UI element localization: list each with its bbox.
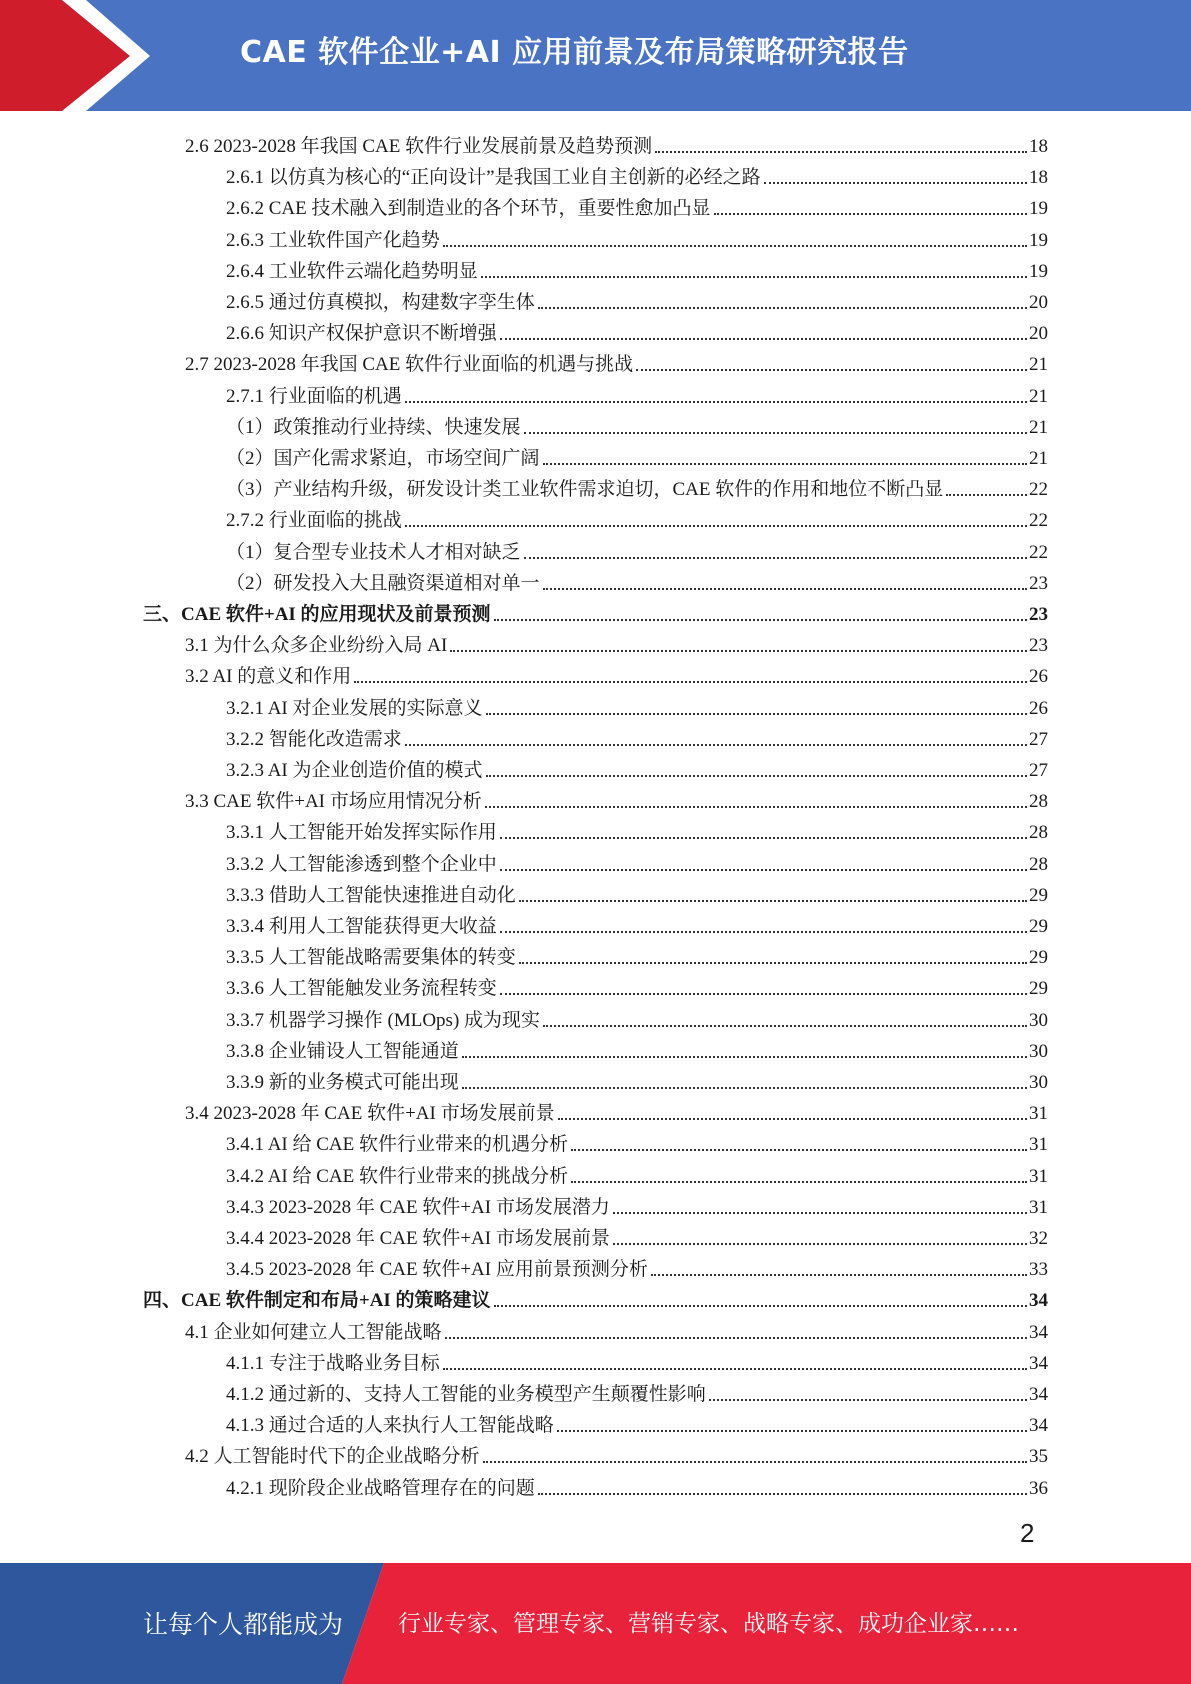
toc-entry-title: （3）产业结构升级，研发设计类工业软件需求迫切，CAE 软件的作用和地位不断凸显 — [226, 479, 944, 501]
toc-entry-page: 32 — [1029, 1228, 1048, 1249]
toc-entry[interactable] — [185, 783, 1048, 814]
toc-entry-title: （2）研发投入大且融资渠道相对单一 — [226, 572, 540, 594]
toc-entry[interactable] — [226, 908, 1048, 939]
toc-dot-leader — [443, 245, 1027, 247]
toc-entry-title: 2.7.2 行业面临的挑战 — [226, 510, 402, 532]
toc-entry-title: 3.3 CAE 软件+AI 市场应用情况分析 — [185, 791, 482, 813]
toc-entry-page: 21 — [1029, 448, 1048, 469]
toc-entry[interactable] — [226, 190, 1048, 221]
toc-entry-page: 22 — [1029, 479, 1048, 501]
toc-entry-page: 23 — [1029, 635, 1048, 657]
toc-entry[interactable] — [226, 1251, 1048, 1282]
toc-dot-leader — [500, 837, 1027, 839]
toc-dot-leader — [494, 1305, 1027, 1307]
toc-entry-page: 20 — [1029, 323, 1048, 345]
footer-slogan-right: 行业专家、管理专家、营销专家、战略专家、成功企业家…… — [398, 1611, 1019, 1637]
toc-dot-leader — [557, 1430, 1027, 1432]
toc-dot-leader — [519, 900, 1027, 902]
toc-dot-leader — [486, 713, 1027, 715]
report-title: CAE 软件企业+AI 应用前景及布局策略研究报告 — [240, 35, 909, 70]
toc-entry-page: 29 — [1029, 947, 1048, 969]
toc-dot-leader — [500, 338, 1027, 340]
toc-dot-leader — [519, 962, 1027, 964]
toc-dot-leader — [485, 806, 1027, 808]
toc-entry[interactable] — [226, 222, 1048, 253]
toc-dot-leader — [571, 1149, 1027, 1151]
toc-entry[interactable] — [226, 284, 1048, 315]
toc-entry-title: 4.2.1 现阶段企业战略管理存在的问题 — [226, 1477, 535, 1499]
toc-dot-leader — [500, 869, 1027, 871]
toc-entry-page: 19 — [1029, 260, 1048, 282]
toc-entry-page: 21 — [1029, 416, 1048, 438]
toc-entry[interactable] — [226, 1126, 1048, 1157]
toc-entry-title: 3.3.1 人工智能开始发挥实际作用 — [226, 822, 497, 844]
page-header — [0, 0, 1191, 111]
toc-dot-leader — [405, 744, 1027, 746]
toc-entry-title: 4.1 企业如何建立人工智能战略 — [185, 1321, 442, 1343]
toc-dot-leader — [405, 401, 1027, 403]
toc-entry-page: 18 — [1029, 167, 1048, 189]
toc-entry-page: 31 — [1029, 1103, 1048, 1125]
toc-entry[interactable] — [143, 1282, 1048, 1313]
toc-entry-title: 3.3.8 企业铺设人工智能通道 — [226, 1040, 459, 1062]
toc-entry-title: 2.6.3 工业软件国产化趋势 — [226, 229, 440, 251]
toc-entry[interactable] — [226, 1189, 1048, 1220]
toc-entry[interactable] — [226, 440, 1048, 471]
toc-entry[interactable] — [226, 378, 1048, 409]
toc-entry-page: 35 — [1029, 1446, 1048, 1468]
toc-entry[interactable] — [185, 1438, 1048, 1469]
toc-entry-title: 3.3.3 借助人工智能快速推进自动化 — [226, 884, 516, 906]
footer-slogan-left: 让每个人都能成为 — [143, 1610, 344, 1639]
toc-entry-page: 22 — [1029, 541, 1048, 563]
toc-entry[interactable] — [226, 970, 1048, 1001]
toc-entry[interactable] — [226, 939, 1048, 970]
toc-entry[interactable] — [226, 409, 1048, 440]
toc-entry[interactable] — [185, 658, 1048, 689]
toc-entry-title: 3.4.1 AI 给 CAE 软件行业带来的机遇分析 — [226, 1134, 569, 1156]
page-footer — [0, 1563, 1191, 1684]
toc-entry[interactable] — [226, 159, 1048, 190]
toc-entry[interactable] — [143, 596, 1048, 627]
toc-entry[interactable] — [226, 1002, 1048, 1033]
toc-entry[interactable] — [226, 1033, 1048, 1064]
toc-entry-page: 28 — [1029, 853, 1048, 875]
toc-entry-page: 26 — [1029, 666, 1048, 688]
toc-entry-title: 3.1 为什么众多企业纷纷入局 AI — [185, 635, 448, 657]
toc-entry-page: 21 — [1029, 385, 1048, 407]
toc-dot-leader — [462, 1087, 1027, 1089]
toc-entry[interactable] — [226, 534, 1048, 565]
toc-entry-page: 22 — [1029, 510, 1048, 532]
toc-dot-leader — [538, 1493, 1027, 1495]
toc-dot-leader — [558, 1118, 1027, 1120]
toc-entry-page: 20 — [1029, 292, 1048, 313]
toc-entry-page: 34 — [1029, 1352, 1048, 1374]
toc-entry-page: 34 — [1029, 1290, 1048, 1312]
toc-entry-title: （1）政策推动行业持续、快速发展 — [226, 416, 521, 438]
toc-dot-leader — [443, 1368, 1027, 1370]
toc-dot-leader — [764, 182, 1027, 184]
toc-dot-leader — [500, 993, 1027, 995]
toc-dot-leader — [613, 1212, 1027, 1214]
toc-entry-page: 30 — [1029, 1040, 1048, 1062]
toc-entry[interactable] — [185, 346, 1048, 377]
toc-entry[interactable] — [226, 814, 1048, 845]
toc-entry-page: 18 — [1029, 136, 1048, 157]
toc-entry-title: 2.7.1 行业面临的机遇 — [226, 385, 402, 407]
toc-entry[interactable] — [185, 627, 1048, 658]
toc-entry[interactable] — [226, 690, 1048, 721]
toc-entry-page: 29 — [1029, 916, 1048, 937]
toc-entry-page: 28 — [1029, 822, 1048, 844]
toc-entry[interactable] — [185, 128, 1048, 159]
toc-dot-leader — [481, 276, 1027, 278]
toc-entry[interactable] — [226, 1220, 1048, 1251]
toc-dot-leader — [946, 494, 1027, 496]
toc-entry[interactable] — [226, 877, 1048, 908]
toc-entry-page: 30 — [1029, 1009, 1048, 1031]
toc-entry-title: 4.2 人工智能时代下的企业战略分析 — [185, 1446, 480, 1468]
toc-dot-leader — [613, 1243, 1027, 1245]
toc-entry-title: 2.6.6 知识产权保护意识不断增强 — [226, 323, 497, 345]
toc-entry-page: 30 — [1029, 1072, 1048, 1093]
toc-entry[interactable] — [226, 253, 1048, 284]
toc-entry-page: 34 — [1029, 1321, 1048, 1343]
toc-entry-page: 19 — [1029, 229, 1048, 251]
toc-entry[interactable] — [226, 565, 1048, 596]
toc-entry-title: 3.2 AI 的意义和作用 — [185, 666, 352, 688]
toc-entry-title: 2.6.1 以仿真为核心的“正向设计”是我国工业自主创新的必经之路 — [226, 167, 761, 189]
toc-entry[interactable] — [226, 1345, 1048, 1376]
toc-entry-title: 3.3.9 新的业务模式可能出现 — [226, 1072, 459, 1093]
toc-entry-title: 3.2.2 智能化改造需求 — [226, 728, 402, 750]
toc-entry-title: 2.7 2023-2028 年我国 CAE 软件行业面临的机遇与挑战 — [185, 354, 634, 376]
toc-entry-title: 三、CAE 软件+AI 的应用现状及前景预测 — [143, 604, 491, 625]
toc-dot-leader — [709, 1399, 1027, 1401]
toc-entry-page: 28 — [1029, 791, 1048, 813]
toc-entry-page: 31 — [1029, 1196, 1048, 1218]
toc-entry[interactable] — [226, 1376, 1048, 1407]
toc-entry-title: 3.4.3 2023-2028 年 CAE 软件+AI 市场发展潜力 — [226, 1196, 610, 1218]
toc-entry-page: 21 — [1029, 354, 1048, 376]
toc-entry-title: 3.2.1 AI 对企业发展的实际意义 — [226, 697, 483, 719]
toc-entry-page: 29 — [1029, 978, 1048, 1000]
toc-dot-leader — [651, 1274, 1027, 1276]
toc-dot-leader — [543, 463, 1027, 465]
toc-entry-page: 23 — [1029, 604, 1048, 625]
toc-entry-page: 34 — [1029, 1384, 1048, 1405]
toc-entry-page: 34 — [1029, 1415, 1048, 1437]
page-number: 2 — [1020, 1518, 1035, 1548]
toc-entry-page: 27 — [1029, 728, 1048, 750]
toc-dot-leader — [486, 775, 1027, 777]
toc-entry-title: 四、CAE 软件制定和布局+AI 的策略建议 — [143, 1290, 491, 1312]
toc-entry-title: 3.4.4 2023-2028 年 CAE 软件+AI 市场发展前景 — [226, 1228, 610, 1249]
toc-entry-title: 3.4.2 AI 给 CAE 软件行业带来的挑战分析 — [226, 1165, 569, 1187]
toc-entry[interactable] — [185, 1314, 1048, 1345]
toc-dot-leader — [524, 557, 1027, 559]
toc-dot-leader — [714, 213, 1027, 215]
toc-entry-title: 3.3.7 机器学习操作 (MLOps) 成为现实 — [226, 1009, 541, 1031]
toc-dot-leader — [445, 1337, 1027, 1339]
toc-dot-leader — [655, 151, 1027, 153]
toc-entry-title: 4.1.2 通过新的、支持人工智能的业务模型产生颠覆性影响 — [226, 1384, 706, 1405]
toc-entry-title: 3.2.3 AI 为企业创造价值的模式 — [226, 760, 483, 781]
toc-entry[interactable] — [226, 1470, 1048, 1501]
toc-entry[interactable] — [226, 315, 1048, 346]
toc-dot-leader — [494, 619, 1027, 621]
toc-entry-title: （1）复合型专业技术人才相对缺乏 — [226, 541, 521, 563]
toc-entry-page: 27 — [1029, 760, 1048, 781]
toc-entry-page: 33 — [1029, 1259, 1048, 1281]
toc-dot-leader — [405, 525, 1027, 527]
toc-entry-title: 3.3.4 利用人工智能获得更大收益 — [226, 916, 497, 937]
toc-dot-leader — [354, 681, 1027, 683]
toc-entry[interactable] — [226, 1158, 1048, 1189]
toc-dot-leader — [462, 1056, 1027, 1058]
toc-entry-title: 3.3.2 人工智能渗透到整个企业中 — [226, 853, 497, 875]
toc-entry-page: 31 — [1029, 1165, 1048, 1187]
toc-entry[interactable] — [226, 502, 1048, 533]
toc-entry-title: （2）国产化需求紧迫，市场空间广阔 — [226, 448, 540, 469]
toc-entry-page: 23 — [1029, 572, 1048, 594]
toc-entry-title: 3.3.6 人工智能触发业务流程转变 — [226, 978, 497, 1000]
toc-dot-leader — [636, 369, 1027, 371]
toc-dot-leader — [524, 432, 1027, 434]
toc-entry-title: 4.1.1 专注于战略业务目标 — [226, 1352, 440, 1374]
toc-entry[interactable] — [226, 721, 1048, 752]
toc-dot-leader — [543, 588, 1027, 590]
toc-entry-title: 3.3.5 人工智能战略需要集体的转变 — [226, 947, 516, 969]
toc-entry-title: 3.4 2023-2028 年 CAE 软件+AI 市场发展前景 — [185, 1103, 555, 1125]
toc-entry[interactable] — [226, 471, 1048, 502]
toc-dot-leader — [483, 1461, 1027, 1463]
toc-entry-page: 29 — [1029, 884, 1048, 906]
toc-entry[interactable] — [226, 1064, 1048, 1095]
toc-dot-leader — [500, 931, 1027, 933]
toc-entry-title: 2.6.5 通过仿真模拟，构建数字孪生体 — [226, 292, 535, 313]
toc-entry-title: 2.6.2 CAE 技术融入到制造业的各个环节，重要性愈加凸显 — [226, 198, 711, 220]
toc-entry[interactable] — [226, 1407, 1048, 1438]
toc-entry-page: 31 — [1029, 1134, 1048, 1156]
toc-entry[interactable] — [185, 1095, 1048, 1126]
toc-entry-page: 26 — [1029, 697, 1048, 719]
toc-entry[interactable] — [226, 846, 1048, 877]
toc-entry-page: 36 — [1029, 1477, 1048, 1499]
toc-entry-title: 2.6.4 工业软件云端化趋势明显 — [226, 260, 478, 282]
toc-entry-title: 2.6 2023-2028 年我国 CAE 软件行业发展前景及趋势预测 — [185, 136, 653, 157]
toc-dot-leader — [450, 650, 1027, 652]
toc-dot-leader — [571, 1181, 1027, 1183]
toc-entry-title: 4.1.3 通过合适的人来执行人工智能战略 — [226, 1415, 554, 1437]
toc-dot-leader — [538, 307, 1027, 309]
toc-entry-page: 19 — [1029, 198, 1048, 220]
toc-dot-leader — [543, 1025, 1027, 1027]
toc-entry-title: 3.4.5 2023-2028 年 CAE 软件+AI 应用前景预测分析 — [226, 1259, 648, 1281]
toc-entry[interactable] — [226, 752, 1048, 783]
